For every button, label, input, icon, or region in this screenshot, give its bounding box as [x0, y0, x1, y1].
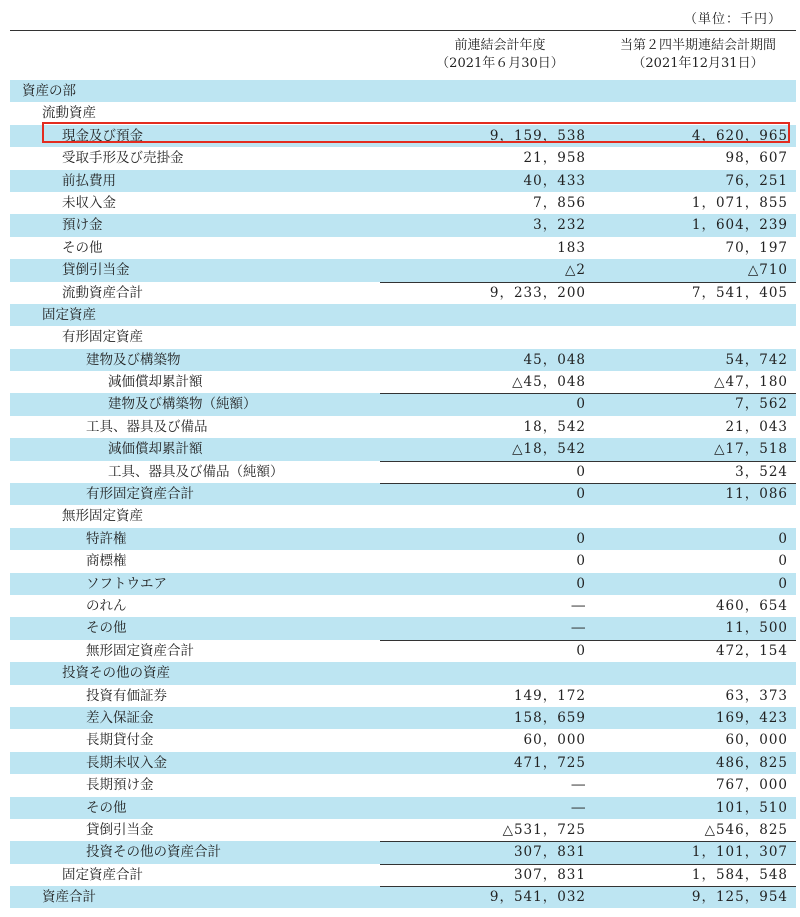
- prior-value: 0: [576, 396, 586, 413]
- row-label: 建物及び構築物（純額）: [108, 396, 257, 413]
- row-label: 現金及び預金: [62, 127, 143, 144]
- prior-value: 0: [576, 486, 586, 503]
- prior-value: 0: [576, 530, 586, 547]
- row-label: 預け金: [62, 217, 103, 234]
- row-label: 長期未収入金: [86, 754, 167, 771]
- row-label: 無形固定資産: [62, 508, 143, 525]
- table-header: [10, 30, 796, 79]
- row-label: 固定資産: [42, 306, 96, 323]
- table-row: [10, 617, 796, 639]
- prior-value: △45，048: [512, 374, 586, 391]
- current-value: 54，742: [725, 351, 788, 368]
- table-row: [10, 438, 796, 460]
- row-label: その他: [86, 620, 127, 637]
- row-label: 有形固定資産合計: [86, 486, 194, 503]
- row-label: 貸倒引当金: [86, 821, 154, 838]
- current-value: △546，825: [704, 821, 788, 838]
- table-row: [10, 80, 796, 102]
- unit-label: （単位：千円）: [683, 12, 782, 27]
- table-row: [10, 237, 796, 259]
- table-row: [10, 774, 796, 796]
- current-value: 1，101，307: [691, 844, 788, 861]
- prior-value: 471，725: [513, 754, 586, 771]
- row-label: 特許権: [86, 530, 127, 547]
- current-value: 7，541，405: [691, 284, 788, 301]
- row-label: 固定資産合計: [62, 866, 143, 883]
- table-row: [10, 707, 796, 729]
- prior-value: 45，048: [523, 351, 586, 368]
- prior-value: △18，542: [512, 441, 586, 458]
- current-value: 21，043: [725, 418, 788, 435]
- prior-value: ―: [571, 597, 586, 614]
- prior-value: 0: [576, 463, 586, 480]
- prior-value: ―: [571, 777, 586, 794]
- row-label: 投資その他の資産: [62, 665, 170, 682]
- current-value: 0: [778, 530, 788, 547]
- row-label: 無形固定資産合計: [86, 642, 194, 659]
- row-label: 流動資産: [42, 105, 96, 122]
- row-label: 投資有価証券: [86, 687, 167, 704]
- current-value: 9，125，954: [691, 889, 788, 906]
- prior-value: ―: [571, 799, 586, 816]
- current-value: △710: [747, 262, 788, 279]
- column-header-current-quarter-title: 当第２四半期連結会計期間: [619, 38, 776, 53]
- table-row: [10, 528, 796, 550]
- current-value: 3，524: [735, 463, 788, 480]
- row-label: 差入保証金: [86, 709, 154, 726]
- table-row: [10, 102, 796, 124]
- prior-value: ―: [571, 620, 586, 637]
- column-header-prior-year-date: （2021年６月30日）: [436, 56, 564, 71]
- table-row: [10, 416, 796, 438]
- table-row: [10, 819, 796, 841]
- column-header-current-quarter-date: （2021年12月31日）: [632, 56, 764, 71]
- current-value: 0: [778, 553, 788, 570]
- table-row: [10, 125, 796, 147]
- current-value: 4，620，965: [691, 127, 788, 144]
- prior-value: 183: [557, 239, 586, 256]
- prior-value: △2: [565, 262, 586, 279]
- table-row: [10, 192, 796, 214]
- table-row: [10, 685, 796, 707]
- row-label: その他: [62, 239, 103, 256]
- table-row: [10, 147, 796, 169]
- row-label: 前払費用: [62, 172, 116, 189]
- table-row: [10, 505, 796, 527]
- row-label: 長期貸付金: [86, 732, 154, 749]
- column-header-prior-year: [400, 37, 600, 73]
- table-row: [10, 640, 796, 662]
- prior-value: 0: [576, 553, 586, 570]
- prior-value: 3，232: [533, 217, 586, 234]
- current-value: 11，500: [725, 620, 788, 637]
- current-value: 11，086: [725, 486, 788, 503]
- table-row: [10, 259, 796, 281]
- table-row: [10, 550, 796, 572]
- row-label: 工具、器具及び備品: [86, 418, 208, 435]
- table-row: [10, 864, 796, 886]
- table-row: [10, 461, 796, 483]
- prior-value: 40，433: [523, 172, 586, 189]
- current-value: 1，071，855: [691, 194, 788, 211]
- prior-value: 158，659: [513, 709, 586, 726]
- current-value: 70，197: [725, 239, 788, 256]
- table-row: [10, 304, 796, 326]
- current-value: 460，654: [715, 597, 788, 614]
- prior-value: 9，541，032: [489, 889, 586, 906]
- prior-value: 149，172: [513, 687, 586, 704]
- prior-value: 0: [576, 575, 586, 592]
- current-value: 76，251: [725, 172, 788, 189]
- row-label: 流動資産合計: [62, 284, 143, 301]
- row-label: 長期預け金: [86, 777, 154, 794]
- row-label: 工具、器具及び備品（純額）: [108, 463, 284, 480]
- current-value: 101，510: [715, 799, 788, 816]
- prior-value: 21，958: [523, 150, 586, 167]
- prior-value: 60，000: [523, 732, 586, 749]
- current-value: 60，000: [725, 732, 788, 749]
- sum-rule: [380, 461, 796, 462]
- row-label: 資産の部: [22, 83, 76, 99]
- row-label: 商標権: [86, 553, 127, 570]
- row-label: のれん: [86, 597, 127, 614]
- table-row: [10, 326, 796, 348]
- current-value: △47，180: [714, 374, 788, 391]
- row-label: 有形固定資産: [62, 329, 143, 346]
- current-value: 169，423: [715, 709, 788, 726]
- table-row: [10, 371, 796, 393]
- current-value: 486，825: [715, 754, 788, 771]
- row-label: その他: [86, 799, 127, 816]
- prior-value: 0: [576, 642, 586, 659]
- table-row: [10, 349, 796, 371]
- column-header-current-quarter: [600, 37, 796, 73]
- table-row: [10, 483, 796, 505]
- table-row: [10, 752, 796, 774]
- prior-value: 9，233，200: [489, 284, 586, 301]
- prior-value: 18，542: [523, 418, 586, 435]
- current-value: 1，604，239: [691, 217, 788, 234]
- table-row: [10, 282, 796, 304]
- sum-rule: [380, 393, 796, 394]
- table-row: [10, 729, 796, 751]
- column-header-prior-year-title: 前連結会計年度: [454, 38, 546, 53]
- row-label: 未収入金: [62, 194, 116, 211]
- current-value: 1，584，548: [691, 866, 788, 883]
- table-row: [10, 797, 796, 819]
- table-row: [10, 595, 796, 617]
- table-row: [10, 214, 796, 236]
- table-row: [10, 393, 796, 415]
- current-value: 767，000: [715, 777, 788, 794]
- row-label: 減価償却累計額: [108, 374, 203, 391]
- row-label: 建物及び構築物: [86, 351, 181, 368]
- current-value: 7，562: [735, 396, 788, 413]
- current-value: 0: [778, 575, 788, 592]
- row-label: 減価償却累計額: [108, 441, 203, 458]
- table-row: [10, 170, 796, 192]
- row-label: 貸倒引当金: [62, 262, 130, 279]
- prior-value: 307，831: [513, 844, 586, 861]
- current-value: 63，373: [725, 687, 788, 704]
- current-value: 98，607: [725, 150, 788, 167]
- row-label: 受取手形及び売掛金: [62, 150, 184, 167]
- row-label: 投資その他の資産合計: [86, 844, 221, 861]
- table-row: [10, 573, 796, 595]
- prior-value: 9，159，538: [489, 127, 586, 144]
- current-value: △17，518: [714, 441, 788, 458]
- table-row: [10, 841, 796, 863]
- table-row: [10, 886, 796, 908]
- balance-sheet-table: [10, 80, 796, 908]
- table-row: [10, 662, 796, 684]
- row-label: 資産合計: [42, 889, 96, 906]
- prior-value: △531，725: [502, 821, 586, 838]
- current-value: 472，154: [715, 642, 788, 659]
- prior-value: 307，831: [513, 866, 586, 883]
- row-label: ソフトウエア: [86, 575, 167, 592]
- prior-value: 7，856: [533, 194, 586, 211]
